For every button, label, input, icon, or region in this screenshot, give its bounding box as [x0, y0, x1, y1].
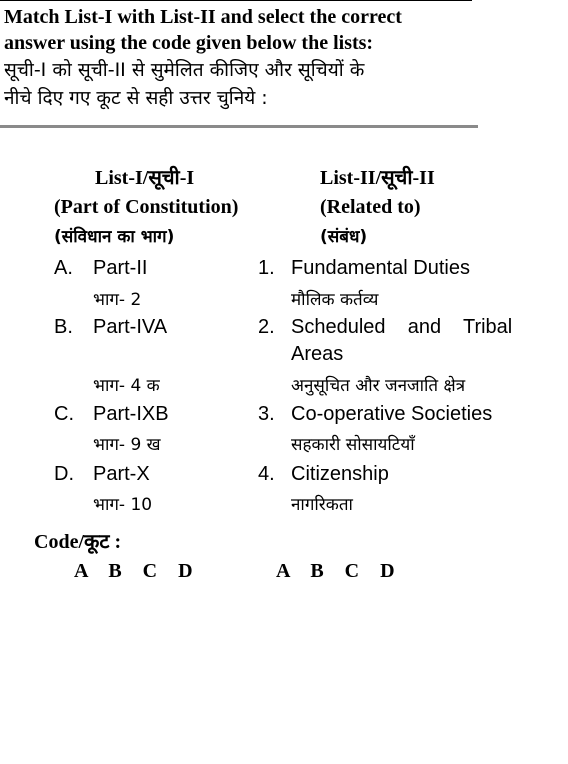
question-hindi-line-2: नीचे दिए गए कूट से सही उत्तर चुनिये :	[4, 87, 268, 109]
list2-item-2-en-line1: Scheduled and Tribal	[291, 316, 513, 338]
list2-subtitle-hi: (संबंध)	[320, 227, 368, 247]
list2-item-1-en: Fundamental Duties	[291, 257, 470, 279]
list1-item-b-en: Part-IVA	[93, 316, 168, 338]
list1-item-d-hi: भाग- 10	[93, 495, 153, 515]
code-label: Code/कूट :	[34, 531, 122, 553]
list2-item-1-hi: मौलिक कर्तव्य	[291, 290, 379, 310]
list2-title: List-II/सूची-II	[320, 167, 435, 189]
list1-item-a-hi: भाग- 2	[93, 290, 142, 310]
list1-item-a-en: Part-II	[93, 257, 148, 279]
list1-item-d-letter: D.	[54, 463, 74, 485]
section-separator	[0, 125, 478, 128]
list2-item-2-en-line2: Areas	[291, 343, 344, 365]
list1-item-c-hi: भाग- 9 ख	[93, 435, 161, 455]
list1-item-c-letter: C.	[54, 403, 74, 425]
code-header-right: A B C D	[276, 560, 395, 582]
list1-item-c-en: Part-IXB	[93, 403, 169, 425]
list2-item-3-hi: सहकारी सोसायटियाँ	[291, 435, 415, 455]
question-text	[4, 4, 484, 112]
question-english-line-1: Match List-I with List-II and select the correct	[4, 6, 402, 28]
top-rule	[0, 0, 472, 1]
list2-item-3-en: Co-operative Societies	[291, 403, 493, 425]
list2-subtitle-en: (Related to)	[320, 196, 421, 218]
list2-item-1-num: 1.	[258, 257, 275, 279]
list2-item-2-num: 2.	[258, 316, 275, 338]
question-english-line-2: answer using the code given below the lists:	[4, 32, 374, 54]
list1-item-b-letter: B.	[54, 316, 73, 338]
list2-item-4-en: Citizenship	[291, 463, 389, 485]
question-hindi-line-1: सूची-I को सूची-II से सुमेलित कीजिए और सूचियों के	[4, 59, 365, 81]
list2-item-2-hi: अनुसूचित और जनजाति क्षेत्र	[291, 376, 466, 396]
list1-title: List-I/सूची-I	[95, 167, 195, 189]
list1-subtitle-en: (Part of Constitution)	[54, 196, 239, 218]
code-header-left: A B C D	[74, 560, 193, 582]
list1-item-d-en: Part-X	[93, 463, 150, 485]
list2-item-4-num: 4.	[258, 463, 275, 485]
list2-item-4-hi: नागरिकता	[291, 495, 353, 515]
list2-item-3-num: 3.	[258, 403, 275, 425]
list1-item-b-hi: भाग- 4 क	[93, 376, 160, 396]
list1-item-a-letter: A.	[54, 257, 73, 279]
list1-subtitle-hi: (संविधान का भाग)	[54, 227, 175, 247]
